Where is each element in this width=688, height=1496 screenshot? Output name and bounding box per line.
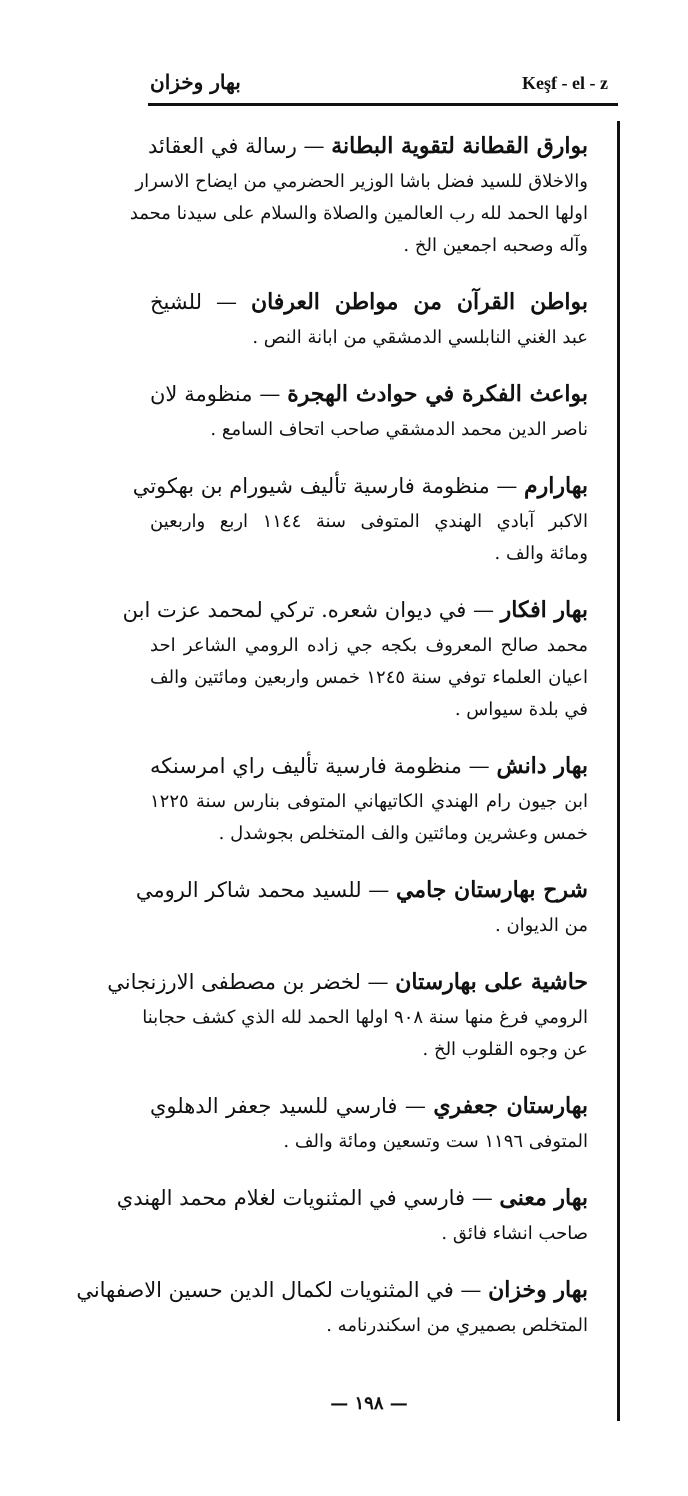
entry-line: والاخلاق للسيد فضل باشا الوزير الحضرمي من ايضاح الاسرار xyxy=(135,171,588,192)
entry-line: خمس وعشرين ومائتين والف المتخلص بجوشدل . xyxy=(218,823,588,844)
entry-title: حاشية على بهارستان xyxy=(395,969,588,995)
entry-line: الاكبر آبادي الهندي المتوفى سنة ١١٤٤ اربع واربعين xyxy=(150,511,588,532)
entry-line: محمد صالح المعروف بكجه جي زاده الرومي الشاعر احد xyxy=(150,635,588,656)
entry-line: المتوفى ١١٩٦ ست وتسعين ومائة والف . xyxy=(283,1131,588,1152)
entry-line: بواطن القرآن من مواطن العرفان — للشيخ xyxy=(150,289,588,315)
entry-bawariq-al-qatana xyxy=(129,126,588,262)
entry-title: بوارق القطانة لتقوية البطانة xyxy=(331,133,588,159)
entry-bahar-wa-khazan xyxy=(76,1270,588,1342)
entry-line: صاحب انشاء فائق . xyxy=(441,1223,588,1244)
entry-bahar-danish xyxy=(150,746,588,850)
entry-bahar-mana xyxy=(116,1178,588,1250)
page-number: — ١٩٨ — xyxy=(330,1393,408,1414)
entry-line: وآله وصحبه اجمعين الخ . xyxy=(403,235,588,256)
entry-title: بهار معنى xyxy=(499,1185,588,1211)
entry-sharh-baharistan xyxy=(135,870,588,942)
entry-line: بهار وخزان — في المثنويات لكمال الدين حسين الاصفهاني xyxy=(76,1277,588,1303)
entry-title: بواطن القرآن من مواطن العرفان xyxy=(250,289,588,315)
entry-line: من الديوان . xyxy=(495,915,588,936)
entry-line: بواعث الفكرة في حوادث الهجرة — منظومة لان xyxy=(150,381,588,407)
entry-hashiya-baharistan xyxy=(107,962,588,1066)
entry-title: بهار وخزان xyxy=(488,1277,588,1303)
entry-line: بهار معنى — فارسي في المثنويات لغلام محمد الهندي xyxy=(116,1185,588,1211)
entry-title: بهارارم xyxy=(524,473,588,499)
entry-line: حاشية على بهارستان — لخضر بن مصطفى الارزنجاني xyxy=(107,969,588,995)
entry-line: المتخلص بصميري من اسكندرنامه . xyxy=(326,1315,588,1336)
entry-line: بوارق القطانة لتقوية البطانة — رسالة في العقائد xyxy=(147,133,588,159)
entry-baharam xyxy=(132,466,588,570)
entry-line: ناصر الدين محمد الدمشقي صاحب اتحاف السامع . xyxy=(210,419,588,440)
entry-line: في بلدة سيواس . xyxy=(454,699,588,720)
margin-rule xyxy=(617,121,620,1421)
entry-line: بهارارم — منظومة فارسية تأليف شيورام بن بهكوتي xyxy=(132,473,588,499)
entry-line: عن وجوه القلوب الخ . xyxy=(422,1039,588,1060)
entry-line: اولها الحمد لله رب العالمين والصلاة والسلام على سيدنا محمد xyxy=(129,203,588,224)
entry-title: بهار افكار xyxy=(500,597,588,623)
entry-title: شرح بهارستان جامي xyxy=(395,877,588,903)
entry-line: عبد الغني النابلسي الدمشقي من ابانة النص . xyxy=(252,327,588,348)
entry-line: بهار افكار — في ديوان شعره. تركي لمحمد عزت ابن xyxy=(122,597,588,623)
entry-line: ومائة والف . xyxy=(494,543,588,564)
entry-line: بهار دانش — منظومة فارسية تأليف راي امرسنكه xyxy=(150,753,588,779)
entry-list xyxy=(76,126,588,1362)
entry-line: ابن جيون رام الهندي الكاتيهاني المتوفى بنارس سنة ١٢٢٥ xyxy=(150,791,588,812)
entry-baharistan-jafari xyxy=(150,1086,588,1158)
header-rule xyxy=(148,103,618,106)
entry-line: اعيان العلماء توفي سنة ١٢٤٥ خمس واربعين ومائتين والف xyxy=(150,667,588,688)
entry-line: الرومي فرغ منها سنة ٩٠٨ اولها الحمد لله الذي كشف حجابنا xyxy=(142,1007,588,1028)
entry-bawatin-al-quran xyxy=(150,282,588,354)
entry-title: بواعث الفكرة في حوادث الهجرة xyxy=(287,381,588,407)
entry-bahar-afkar xyxy=(122,590,588,726)
series-mark: Keşf - el - z xyxy=(522,73,608,93)
running-title: بهار وخزان xyxy=(150,70,241,94)
entry-line: بهارستان جعفري — فارسي للسيد جعفر الدهلوي xyxy=(150,1093,588,1119)
entry-bawaith-al-fikra xyxy=(150,374,588,446)
entry-line: شرح بهارستان جامي — للسيد محمد شاكر الرومي xyxy=(135,877,588,903)
entry-title: بهار دانش xyxy=(496,753,588,779)
entry-title: بهارستان جعفري xyxy=(433,1093,588,1119)
